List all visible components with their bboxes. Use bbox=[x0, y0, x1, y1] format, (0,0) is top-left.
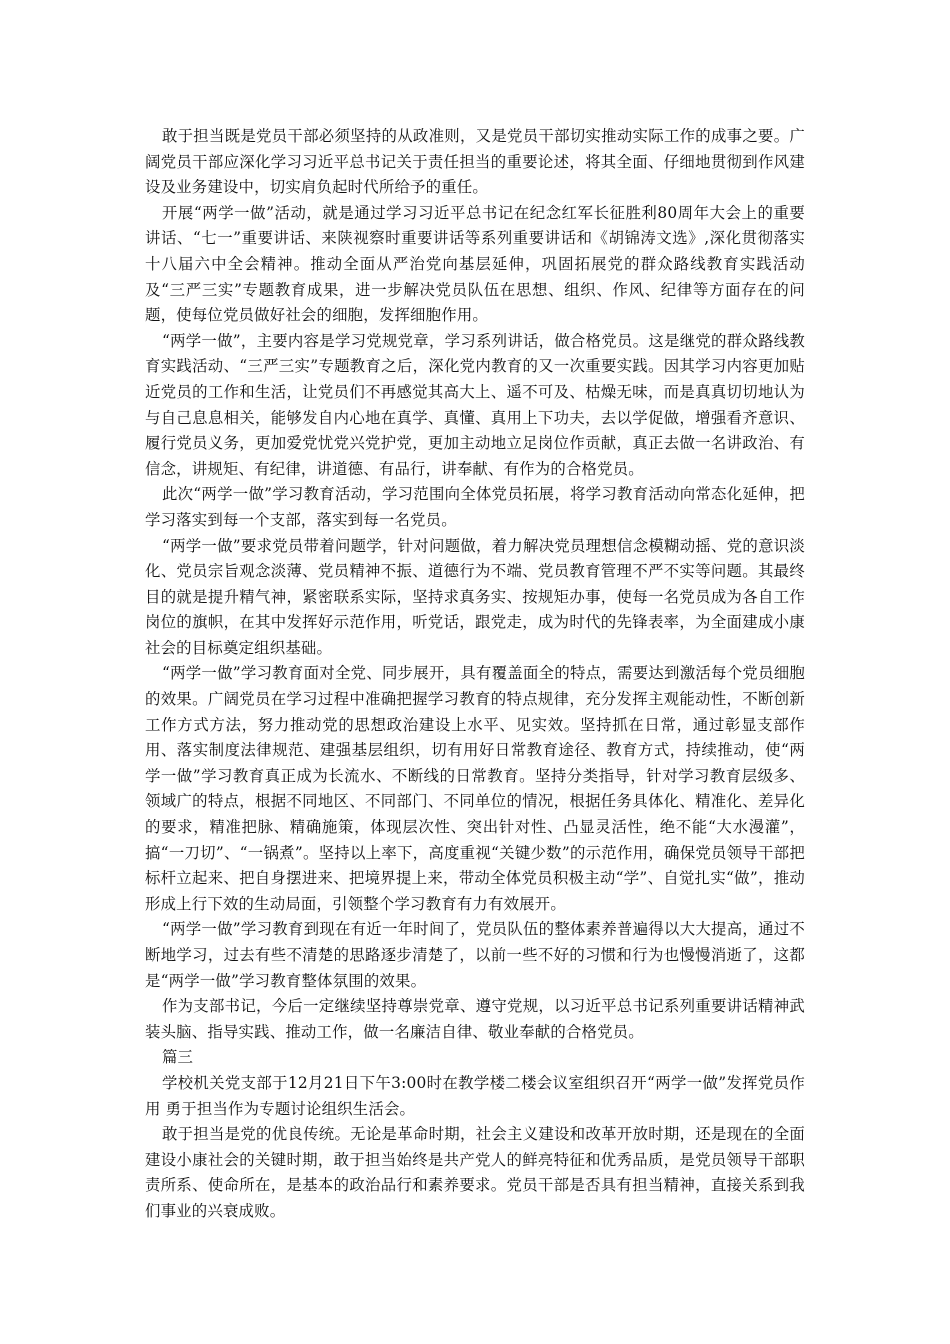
section-heading: 篇三 bbox=[161, 1048, 194, 1067]
paragraph-6: “两学一做”学习教育面对全党、同步展开，具有覆盖面全的特点，需要达到激活每个党员细胞的效果。广阔党员在学习过程中准确把握学习教育的特点规律，充分发挥主观能动性，不断创新工作方式方法，努力推动党的思想政治建设上水平、见实效。坚持抓在日常，通过彰显支部作用、落实制度法律规范、建强基层组织，切有用好日常教育途径、教育方式，持续推动，使“两学一做”学习教育真正成为长流水、不断线的日常教育。坚持分类指导，针对学习教育层级多、领域广的特点，根据不同地区、不同部门、不同单位的情况，根据任务具体化、精准化、差异化的要求，精准把脉、精确施策，体现层次性、突出针对性、凸显灵活性，绝不能“大水漫灌”，搞“一刀切”、“一锅煮”。坚持以上率下，高度重视“关键少数”的示范作用，确保党员领导干部把标杆立起来、把自身摆进来、把境界提上来，带动全体党员积极主动“学”、自觉扎实“做”，推动形成上行下效的生动局面，引领整个学习教育有力有效展开。 bbox=[145, 664, 805, 913]
paragraph-9: 学校机关党支部于12月21日下午3:00时在教学楼二楼会议室组织召开“两学一做”发挥党员作用 勇于担当作为专题讨论组织生活会。 bbox=[145, 1073, 805, 1118]
paragraph-4: 此次“两学一做”学习教育活动，学习范围向全体党员拓展，将学习教育活动向常态化延伸，把学习落实到每一个支部，落实到每一名党员。 bbox=[145, 485, 805, 529]
paragraph-10: 敢于担当是党的优良传统。无论是革命时期，社会主义建设和改革开放时期，还是现在的全面建设小康社会的关键时期，敢于担当始终是共产党人的鲜亮特征和优秀品质，是党员领导干部职责所系、使命所在，是基本的政治品行和素养要求。党员干部是否具有担当精神，直接关系到我们事业的兴衰成败。 bbox=[145, 1125, 805, 1220]
document-body bbox=[145, 124, 805, 1225]
paragraph-1: 敢于担当既是党员干部必须坚持的从政准则，又是党员干部切实推动实际工作的成事之要。广阔党员干部应深化学习习近平总书记关于责任担当的重要论述，将其全面、仔细地贯彻到作风建设及业务建设中，切实肩负起时代所给予的重任。 bbox=[145, 127, 805, 197]
paragraph-7: “两学一做”学习教育到现在有近一年时间了，党员队伍的整体素养普遍得以大大提高，通过不断地学习，过去有些不清楚的思路逐步清楚了，以前一些不好的习惯和行为也慢慢消逝了，这都是“两学一做”学习教育整体氛围的效果。 bbox=[145, 920, 805, 990]
paragraph-2: 开展“两学一做”活动，就是通过学习习近平总书记在纪念红军长征胜利80周年大会上的重要讲话、“七一”重要讲话、来陕视察时重要讲话等系列重要讲话和《胡锦涛文选》,深化贯彻落实十八届六中全会精神。推动全面从严治党向基层延伸，巩固拓展党的群众路线教育实践活动及“三严三实”专题教育成果，进一步解决党员队伍在思想、组织、作风、纪律等方面存在的问题，使每位党员做好社会的细胞，发挥细胞作用。 bbox=[145, 203, 805, 325]
paragraph-8: 作为支部书记，今后一定继续坚持尊崇党章、遵守党规，以习近平总书记系列重要讲话精神武装头脑、指导实践、推动工作，做一名廉洁自律、敬业奉献的合格党员。 bbox=[145, 997, 805, 1041]
paragraph-3: “两学一做”，主要内容是学习党规党章，学习系列讲话，做合格党员。这是继党的群众路线教育实践活动、“三严三实”专题教育之后，深化党内教育的又一次重要实践。因其学习内容更加贴近党员的工作和生活，让党员们不再感觉其高大上、遥不可及、枯燥无味，而是真真切切地认为与自己息息相关，能够发自内心地在真学、真懂、真用上下功夫，去以学促做，增强看齐意识、履行党员义务，更加爱党忧党兴党护党，更加主动地立足岗位作贡献，真正去做一名讲政治、有信念，讲规矩、有纪律，讲道德、有品行，讲奉献、有作为的合格党员。 bbox=[145, 331, 805, 478]
paragraph-5: “两学一做”要求党员带着问题学，针对问题做，着力解决党员理想信念模糊动摇、党的意识淡化、党员宗旨观念淡薄、党员精神不振、道德行为不端、党员教育管理不严不实等问题。其最终目的就是提升精气神，紧密联系实际，坚持求真务实、按规矩办事，使每一名党员成为各自工作岗位的旗帜，在其中发挥好示范作用，听党话，跟党走，成为时代的先锋表率，为全面建成小康社会的目标奠定组织基础。 bbox=[145, 536, 805, 657]
